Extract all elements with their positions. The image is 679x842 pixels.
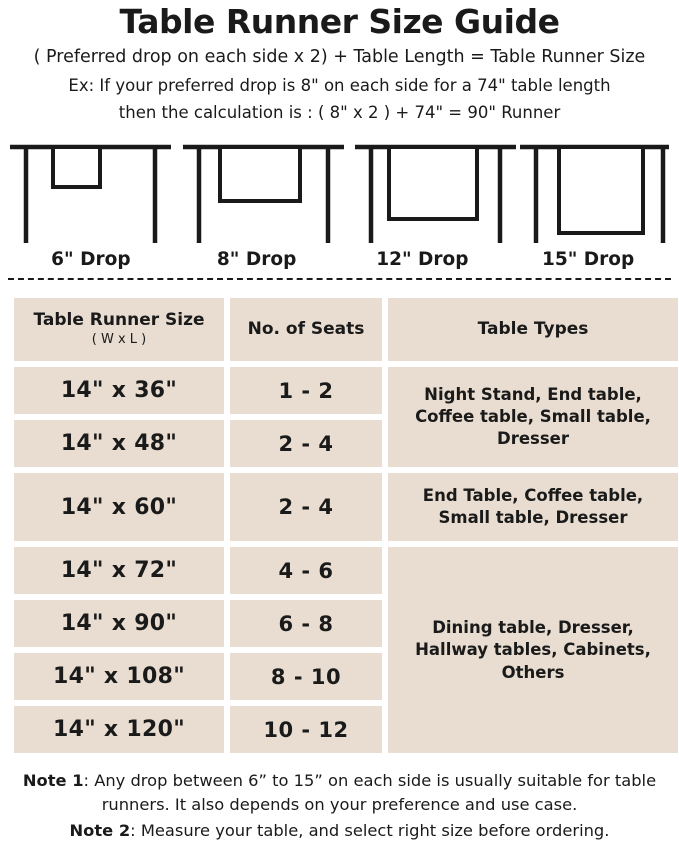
- drop-label-row: [8, 249, 671, 270]
- header-seats: No. of Seats: [230, 298, 382, 361]
- cell-seats: 8 - 10: [230, 653, 382, 700]
- cell-types: Night Stand, End table, Coffee table, Small table, Dresser: [388, 367, 678, 467]
- cell-size: 14" x 72": [14, 547, 224, 594]
- drop-label-12: 12" Drop: [376, 248, 469, 270]
- cell-seats: 10 - 12: [230, 706, 382, 753]
- cell-size: 14" x 60": [14, 473, 224, 541]
- cell-size: 14" x 120": [14, 706, 224, 753]
- example-line-1: Ex: If your preferred drop is 8" on each side for a 74" table length: [68, 75, 611, 95]
- drop-label-8: 8" Drop: [216, 248, 297, 270]
- example-line-2: then the calculation is : ( 8" x 2 ) + 74" = 90" Runner: [118, 103, 561, 123]
- note-1-text: : Any drop between 6” to 15” on each side is usually suitable for table runners. It also depends on your preference and use case.: [83, 771, 657, 815]
- drop-label-15: 15" Drop: [541, 248, 635, 270]
- note-2-label: Note 2: [69, 820, 131, 840]
- cell-size: 14" x 36": [14, 367, 224, 414]
- cell-seats: 4 - 6: [230, 547, 382, 594]
- cell-size: 14" x 108": [14, 653, 224, 700]
- table-row: [14, 367, 678, 414]
- formula-line: ( Preferred drop on each side x 2) + Table Length = Table Runner Size: [33, 47, 646, 68]
- header-runner-size-sub: ( W x L ): [91, 332, 147, 348]
- drop-diagram-svg: [8, 135, 671, 247]
- notes-section: [8, 769, 671, 842]
- cell-seats: 2 - 4: [230, 473, 382, 541]
- drop-illustrations: [8, 135, 671, 270]
- size-chart-table: [8, 292, 679, 760]
- note-1: [12, 769, 667, 816]
- drop-label-6: 6" Drop: [51, 248, 131, 270]
- cell-types: Dining table, Dresser, Hallway tables, Cabinets, Others: [388, 547, 678, 753]
- section-divider: [8, 278, 671, 280]
- cell-seats: 6 - 8: [230, 600, 382, 647]
- note-2-text: : Measure your table, and select right size before ordering.: [130, 820, 610, 840]
- note-1-label: Note 1: [22, 771, 84, 791]
- table-row: [14, 473, 678, 541]
- header-runner-size: [14, 298, 224, 361]
- cell-types: End Table, Coffee table, Small table, Dresser: [388, 473, 678, 541]
- header-table-types: Table Types: [388, 298, 678, 361]
- size-guide-page: [0, 2, 679, 840]
- cell-seats: 2 - 4: [230, 420, 382, 467]
- cell-size: 14" x 48": [14, 420, 224, 467]
- cell-size: 14" x 90": [14, 600, 224, 647]
- page-title: Table Runner Size Guide: [119, 2, 560, 41]
- table-header-row: [14, 298, 678, 361]
- header-runner-size-label: Table Runner Size: [33, 309, 205, 330]
- table-row: [14, 547, 678, 594]
- note-2: [12, 819, 667, 842]
- cell-seats: 1 - 2: [230, 367, 382, 414]
